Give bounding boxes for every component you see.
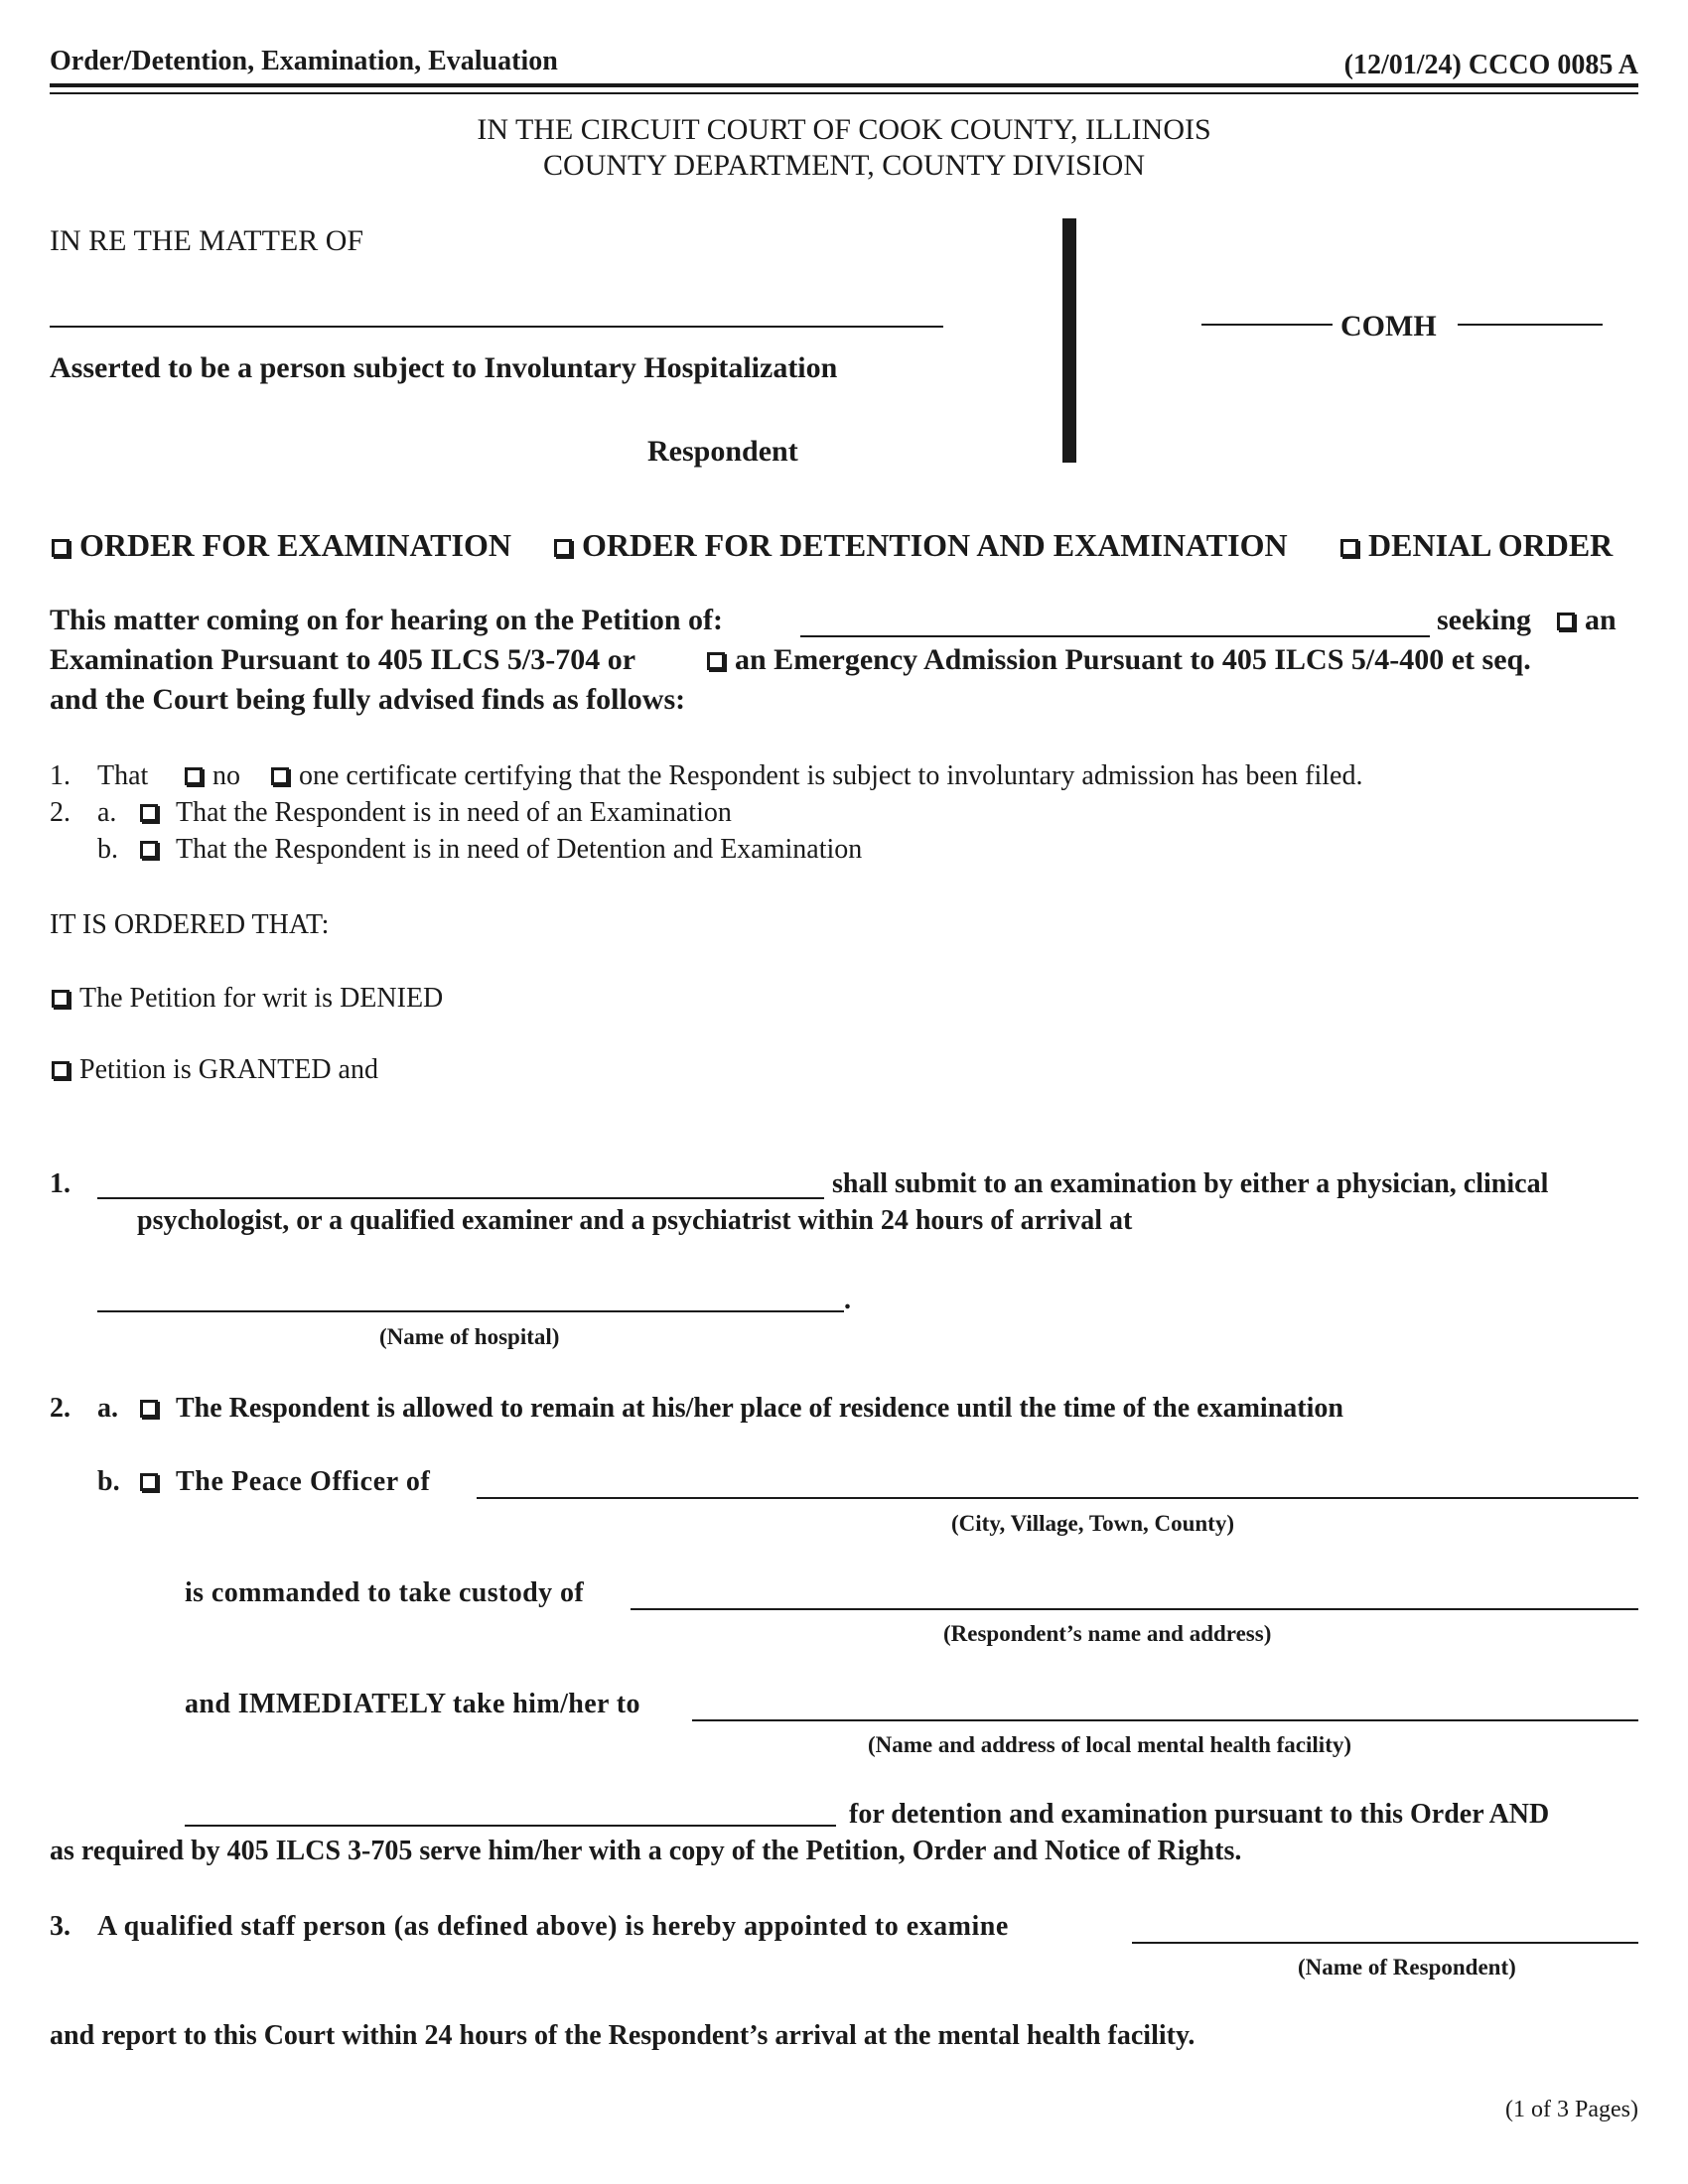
- intro-line1: This matter coming on for hearing on the Petition of:: [50, 604, 724, 636]
- city-label: (City, Village, Town, County): [951, 1511, 1234, 1536]
- item-2b-option[interactable]: The Peace Officer of: [140, 1466, 430, 1498]
- comh-label: COMH: [1340, 310, 1437, 342]
- in-re-label: IN RE THE MATTER OF: [50, 224, 364, 257]
- finding-1-no-option[interactable]: no: [185, 760, 240, 792]
- facility-label: (Name and address of local mental health facility): [868, 1732, 1352, 1757]
- header-rule-thin: [50, 92, 1638, 94]
- checkbox-icon[interactable]: [52, 1061, 70, 1079]
- item-1-text-b: psychologist, or a qualified examiner and a psychiatrist within 24 hours of arrival at: [137, 1205, 1133, 1236]
- report-text: and report to this Court within 24 hours of the Respondent’s arrival at the mental health facility.: [50, 2020, 1196, 2051]
- form-title: Order/Detention, Examination, Evaluation: [50, 46, 558, 76]
- finding-2a-letter: a.: [97, 797, 117, 828]
- detention-text: for detention and examination pursuant to this Order AND: [849, 1799, 1550, 1830]
- respondent-name-address-label: (Respondent’s name and address): [943, 1621, 1272, 1646]
- checkbox-icon[interactable]: [271, 767, 289, 785]
- item-2-number: 2.: [50, 1393, 70, 1424]
- asserted-label: Asserted to be a person subject to Involuntary Hospitalization: [50, 351, 838, 384]
- item-1-text-a: shall submit to an examination by either a physician, clinical: [832, 1168, 1549, 1199]
- checkbox-icon[interactable]: [707, 652, 725, 670]
- finding-2b-option[interactable]: That the Respondent is in need of Detention and Examination: [140, 834, 862, 866]
- form-id: (12/01/24) CCCO 0085 A: [1343, 50, 1638, 80]
- item-1-period: .: [844, 1285, 851, 1315]
- finding-1-that: That: [97, 760, 149, 791]
- finding-1-one-option[interactable]: one certificate certifying that the Respondent is subject to involuntary admission has been filed.: [271, 760, 1362, 792]
- checkbox-icon[interactable]: [52, 539, 70, 557]
- ordered-heading: IT IS ORDERED THAT:: [50, 909, 330, 940]
- item-2a-option[interactable]: The Respondent is allowed to remain at his/her place of residence until the time of the examination: [140, 1393, 1343, 1425]
- item-3-text: A qualified staff person (as defined above) is hereby appointed to examine: [97, 1911, 1009, 1942]
- take-to-text: and IMMEDIATELY take him/her to: [185, 1689, 640, 1719]
- serve-text: as required by 405 ILCS 3-705 serve him/her with a copy of the Petition, Order and Notice of Rights.: [50, 1836, 1242, 1866]
- examination-option[interactable]: an: [1557, 604, 1617, 637]
- respondent-name-address-field[interactable]: [631, 1608, 1638, 1610]
- checkbox-icon[interactable]: [185, 767, 203, 785]
- facility-continuation-field[interactable]: [185, 1825, 836, 1827]
- respondent-name-field[interactable]: [50, 326, 943, 328]
- intro-line3: and the Court being fully advised finds as follows:: [50, 683, 686, 716]
- comh-prefix-field[interactable]: [1201, 324, 1333, 326]
- item-2a-letter: a.: [97, 1393, 118, 1424]
- checkbox-icon[interactable]: [140, 804, 158, 822]
- petitioner-field[interactable]: [800, 635, 1430, 637]
- item-1-number: 1.: [50, 1168, 70, 1199]
- hospital-name-field[interactable]: [97, 1310, 844, 1312]
- intro-line2a: Examination Pursuant to 405 ILCS 5/3-704 or: [50, 643, 636, 676]
- checkbox-icon[interactable]: [140, 1473, 158, 1491]
- finding-2-number: 2.: [50, 797, 70, 828]
- examinee-name-field[interactable]: [97, 1197, 824, 1199]
- respondent-label: Respondent: [647, 435, 798, 468]
- caption-divider: [1062, 218, 1076, 463]
- order-type-denial[interactable]: DENIAL ORDER: [1340, 527, 1613, 564]
- emergency-admission-option[interactable]: an Emergency Admission Pursuant to 405 ILCS 5/4-400 et seq.: [707, 643, 1531, 677]
- header-rule-thick: [50, 83, 1638, 87]
- checkbox-icon[interactable]: [554, 539, 572, 557]
- petition-granted-option[interactable]: Petition is GRANTED and: [52, 1054, 378, 1086]
- petition-denied-option[interactable]: The Petition for writ is DENIED: [52, 983, 443, 1015]
- finding-1-number: 1.: [50, 760, 70, 791]
- examinee-respondent-field[interactable]: [1132, 1942, 1638, 1944]
- peace-officer-jurisdiction-field[interactable]: [477, 1497, 1638, 1499]
- hospital-label: (Name of hospital): [379, 1324, 560, 1349]
- finding-2b-letter: b.: [97, 834, 118, 865]
- item-3-number: 3.: [50, 1911, 70, 1942]
- item-2b-letter: b.: [97, 1466, 120, 1497]
- court-name-line2: COUNTY DEPARTMENT, COUNTY DIVISION: [543, 149, 1145, 182]
- court-name-line1: IN THE CIRCUIT COURT OF COOK COUNTY, ILLINOIS: [477, 113, 1211, 146]
- intro-seeking: seeking: [1437, 604, 1532, 636]
- checkbox-icon[interactable]: [1340, 539, 1358, 557]
- checkbox-icon[interactable]: [52, 990, 70, 1008]
- finding-2a-option[interactable]: That the Respondent is in need of an Examination: [140, 797, 732, 829]
- facility-field[interactable]: [692, 1719, 1638, 1721]
- checkbox-icon[interactable]: [140, 841, 158, 859]
- order-type-detention[interactable]: ORDER FOR DETENTION AND EXAMINATION: [554, 527, 1288, 564]
- comh-number-field[interactable]: [1458, 324, 1603, 326]
- respondent-name-label: (Name of Respondent): [1298, 1955, 1516, 1979]
- page-number: (1 of 3 Pages): [1505, 2097, 1638, 2122]
- checkbox-icon[interactable]: [140, 1400, 158, 1418]
- order-type-examination[interactable]: ORDER FOR EXAMINATION: [52, 527, 511, 564]
- custody-text: is commanded to take custody of: [185, 1577, 585, 1608]
- checkbox-icon[interactable]: [1557, 613, 1575, 630]
